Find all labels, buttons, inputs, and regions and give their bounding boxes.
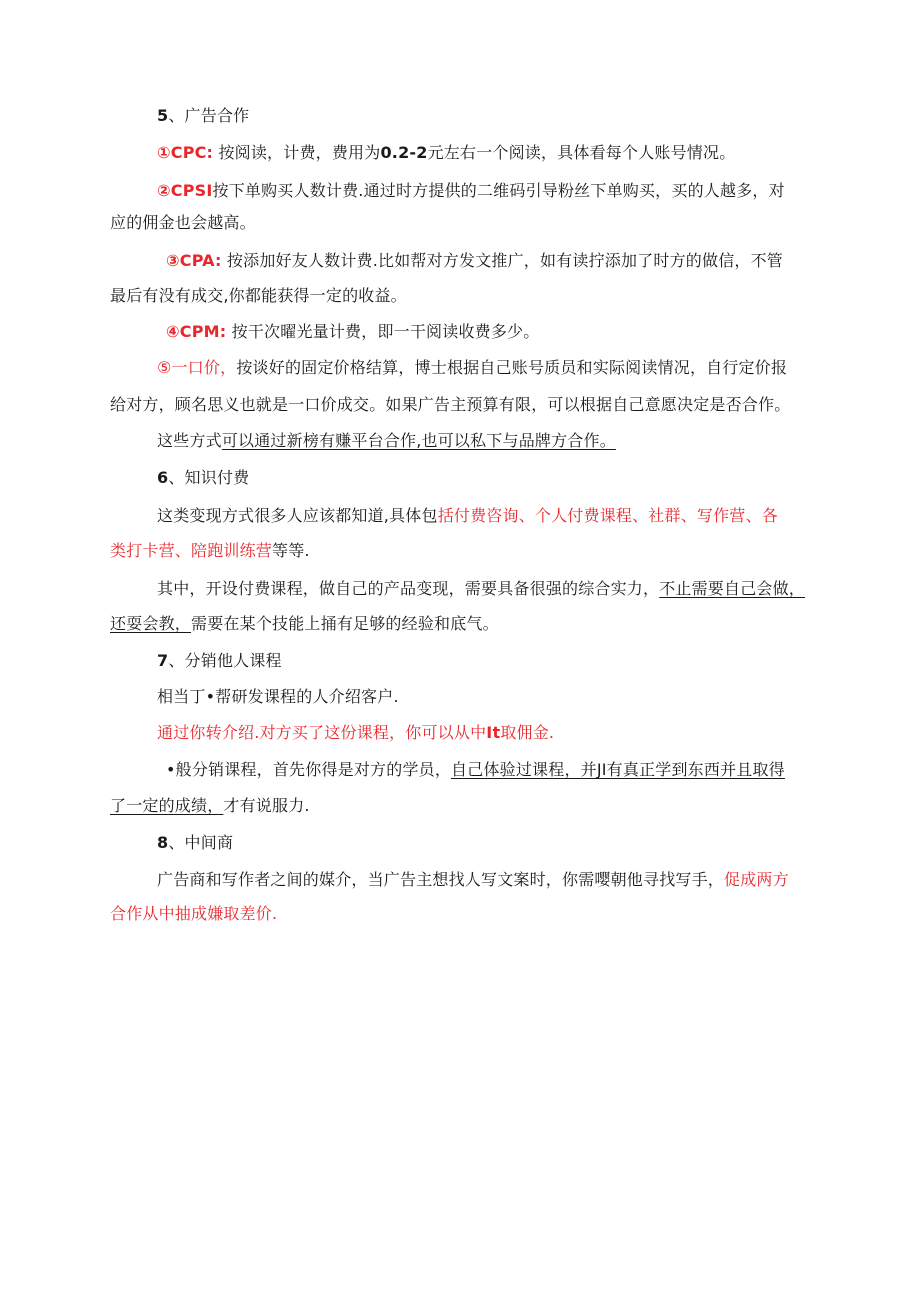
cpc-label: ①CPC:: [157, 143, 214, 162]
cps-text-line2: 应的佣金也会越高。: [110, 213, 256, 232]
cpc-text-a: 按阅读，计费，费用为: [218, 143, 381, 162]
cpa-text-line1: 按添加好友人数计费.比如帮对方发文推广，如有读拧添加了时方的做信，不管: [226, 251, 784, 270]
section-5-number: 5: [157, 106, 169, 125]
section-7-number: 7: [157, 651, 169, 670]
section-8-title: 、中间商: [168, 833, 234, 852]
s8-p1-red-line2: 合作从中抽成嫌取差价.: [110, 904, 278, 923]
s8-p1-text: 广告商和写作者之间的媒介，当广告主想找人写文案时，你需嘤朝他寻找写手，: [157, 870, 725, 889]
summary-prefix: 这些方式: [157, 431, 222, 450]
cpa-label: ③CPA:: [166, 251, 222, 270]
cpa-text-line2: 最后有没有成交,你都能获得一定的收益。: [110, 286, 407, 305]
section-7-title: 、分销他人课程: [168, 651, 282, 670]
section-7-heading: [157, 650, 282, 672]
s6-p1-red-line1: 括付费咨询、个人付费课程、社群、写作营、各: [437, 506, 778, 525]
s8-p1-red-line1: 促成两方: [724, 870, 789, 889]
section-7-p2: [157, 722, 554, 744]
s7-p2-bold: It: [486, 723, 501, 742]
fixed-price-paragraph-line1: [157, 357, 787, 379]
s6-p2-underlined-line2: 还耍会教，: [110, 614, 192, 633]
section-7-p3-line1: [166, 759, 785, 781]
cpm-label: ④CPM:: [166, 322, 227, 341]
section-6-number: 6: [157, 468, 169, 487]
s7-p3-underlined-line2: 了一定的成绩，: [110, 796, 224, 815]
section-8-heading: [157, 832, 233, 854]
s7-p3-underlined-line1: 自己体验过课程，并JI有真正学到东西并且取得: [451, 760, 785, 779]
section-5-title: 、广告合作: [168, 106, 250, 125]
section-8-p1-line1: [157, 869, 789, 891]
section-6-heading: [157, 467, 249, 489]
s6-p2-text: 其中，开设付费课程，做自己的产品变现，需要具备很强的综合实力，: [157, 579, 660, 598]
cpc-price: 0.2-2: [380, 143, 428, 162]
fixed-price-paragraph-line2: [110, 394, 790, 416]
section-6-p2-line1: [157, 578, 805, 600]
s7-p3-prefix: •般分销课程，首先你得是对方的学员，: [166, 760, 452, 779]
section-6-title: 、知识付费: [168, 468, 250, 487]
section-6-p1-line1: [157, 505, 778, 527]
s6-p1-suffix: 等等.: [272, 541, 310, 560]
fixed-price-label: ⑤一口价，: [157, 358, 237, 377]
s7-p2-b: 取佣金.: [500, 723, 555, 742]
cpa-paragraph-line1: [166, 250, 783, 272]
section-5-heading: [157, 105, 249, 127]
summary-underlined: 可以通过新榜有赚平台合作,也可以私下与品牌方合作。: [221, 431, 616, 450]
fixed-price-text-line1: 按谈好的固定价格结算，博士根据自己账号质员和实际阅读情况，自行定价报: [236, 358, 788, 377]
section-8-number: 8: [157, 833, 169, 852]
s6-p1-prefix: 这类变现方式很多人应该都知道,具体包: [157, 506, 438, 525]
cpa-paragraph-line2: [110, 285, 407, 307]
cps-text-line1: 按下单购买人数计费.通过时方提供的二维码引导粉丝下单购买，买的人越多，对: [212, 181, 785, 200]
section-8-p1-line2: [110, 903, 277, 925]
cpc-paragraph: [157, 142, 735, 164]
cpm-paragraph: [166, 321, 539, 343]
cps-paragraph-line1: [157, 180, 785, 202]
cpm-text: 按干次曜光量计费，即一干阅读收费多少。: [231, 322, 540, 341]
section-7-p1: [157, 686, 399, 708]
s6-p2-rest: 需要在某个技能上捅有足够的经验和底气。: [191, 614, 499, 633]
s6-p1-red-line2: 类打卡营、陪跑训练营: [110, 541, 273, 560]
s7-p2-a: 通过你转介绍.对方买了这份课程，你可以从中: [157, 723, 487, 742]
s7-p3-suffix: 才有说服力.: [223, 796, 310, 815]
cps-paragraph-line2: [110, 212, 256, 234]
section-5-summary: [157, 430, 616, 452]
cps-label: ②CPSI: [157, 181, 213, 200]
s7-p1-text: 相当丁•帮研发课程的人介绍客户.: [157, 687, 399, 706]
fixed-price-text-line2: 给对方，顾名思义也就是一口价成交。如果广告主预算有限，可以根据自己意愿决定是否合作。: [110, 395, 791, 414]
cpc-text-b: 元左右一个阅读，具体看每个人账号情况。: [427, 143, 736, 162]
s6-p2-underlined-line1: 不止需要自己会做，: [659, 579, 806, 598]
section-6-p2-line2: [110, 613, 499, 635]
section-6-p1-line2: [110, 540, 310, 562]
section-7-p3-line2: [110, 795, 310, 817]
